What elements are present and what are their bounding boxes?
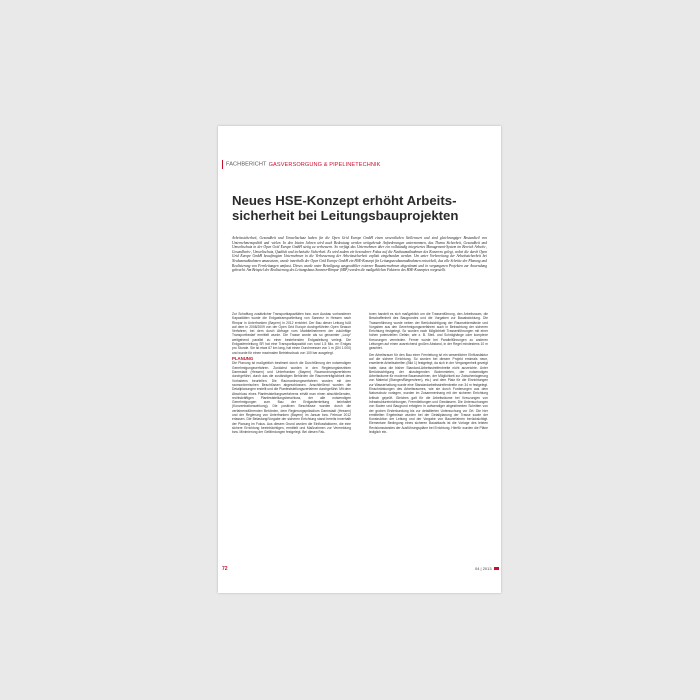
section-header — [218, 160, 501, 170]
header-category: FACHBERICHT — [226, 161, 267, 168]
article-title: Neues HSE-Konzept erhöht Arbeitssicherheit bei Leitungsbauprojekten — [232, 193, 459, 223]
left-body-paragraph: Die Planung ist maßgeblich bestimmt durch die Durchführung der notwendigen Genehmigungsverfahren. Zunächst wurden in den Regierungsbezirken Darmstadt (Hessen) und Unterfranken (Bayern) Raumordnungsverfahren durchgeführt, durch das die zuständigen Behörden die Raumverträglichkeit des Vorhabens beurteilen. Die Raumordnungsverfahren wurden mit den raumordnerischen Beschlüssen abgeschlossen. Anschließend wurden die Detailplanungen erstellt und die Planfeststellungsverfahren durchgeführt. Mit dem Abschluss eines Planfeststellungsverfahrens erhält man einen abschließenden, rechtskräftigen Planfeststellungsbeschluss, der alle notwendigen Genehmigungen zum Bau der Erdgasfernleitung beinhaltet (Konzentrationswirkung). Die positiven Beschlüsse wurden durch die verfahrensführenden Behörden, dem Regierungspräsidium Darmstadt (Hessen) und der Regierung von Unterfranken (Bayern) im Januar bzw. Februar 2012 erlassen. Die Belastung/Vorgabe der sicheren Errichtung stand bereits innerhalb der Planung im Fokus. Aus diesem Grund wurden die Einflussfaktoren, die eine sichere Errichtung beeinträchtigen, ermittelt und Maßnahmen zur Vermeidung bzw. Minimierung der Gefährdungen festgelegt. Bei diesen Fak- — [232, 361, 351, 435]
publisher-logo-icon — [494, 567, 499, 570]
right-paragraph-2: Der Arbeitsraum für den Bau einer Fernleitung ist ein wesentlicher Einflussfaktor auf die sichere Errichtung. So wurden bei diesem Projekt erstmals neue, erweiterte Arbeitsstreifen (Bild 1) festgelegt, da sich in der Vergangenheit gezeigt hatte, dass die bisher Standard-Arbeitsstreifenbreite nicht ausreichte. Unter Berücksichtigung der abzulegenden Bodenmieten, der notwendigen Arbeitsräume für moderne Baumaschinen, der Möglichkeit zur Zwischenlagerung von Material (Stangen/Biegerohren), etc.) und dem Platz für die Einrichtungen zur Wasserhaltung wurde eine Standardarbeitsstreifenbreite von 34 m festgelegt. Einschränkungen des Arbeitsraumes, wie sie durch Forderungen aus dem Naturschutz vorlagen, wurden im Zusammenhang mit der sicheren Errichtung kritisch geprüft. Gleiches galt für die Arbeitsräume bei Kreuzungen von Infrastruktureinrichtungen, Fremdleitungen und Gewässern. Die Untersuchungen von Boden und Baugrund erfolgten in aufwendiger abgestimmten Schritten von der groben Ersterkundung bis zur detaillierten Untersuchung vor Ort. Die hier ermittelten Ergebnisse wurden bei der Detailplanung der Trasse sowie der Konstruktion der Leitung und der Vorgabe von Bauverfahren berücksichtigt. Elementare Bedingung eines sicheren Bauablaufs ist die Vorlage des letzten Revisionsstandes der Ausführungspläne bei Errichtung. Hierfür wurden die Pläne lediglich ein- — [369, 352, 488, 435]
right-column — [369, 312, 488, 434]
issue-footer — [475, 566, 499, 571]
section-heading-planung: PLANUNG — [232, 356, 254, 362]
header-topic: GASVERSORGUNG & PIPELINETECHNIK — [268, 161, 381, 168]
left-column — [232, 312, 351, 435]
page-number: 72 — [222, 566, 228, 572]
article-lead: Arbeitssicherheit, Gesundheit und Umweltschutz haben für die Open Grid Europe GmbH einen wesentlichen Stellenwert und sind gleichrangiger Bestandteil von Unternehmenspolitik und -zielen. In den letzten Jahren wird auch Bedeutung werden weitgehende Anforderungen unternommen, das Thema Sicherheit, Gesundheit und Umweltschutz in der Open Grid Europe GmbH stetig zu verbessern. So verfügt das Unternehmen über ein vollständig integriertes Management-System im Bereich Arbeits-, Gesundheits-, Umweltschutz, Qualität und technische Sicherheit. Es wird zudem ein besonderer Fokus auf die Neubaumaßnahmen des Konzerns gelegt, wobei die durch Open Grid Europe GmbH beauftragten Unternehmen in die Verbesserung der Arbeitssicherheit explizit eingebunden werden. Um unter Vorbereitung der Arbeitssicherheit bei Neubaumaßnahmen umzusetzen, wurde innerhalb der Open Grid Europe GmbH ein HSE-Konzept für Leitungsneubaumaßnahmen entwickelt, das alle Schritte der Planung und Realisierung von Fernleitungen umfasst. Dieses wurde unter Beteiligung ausgewählter externer Bauunternehmen abgestimmt und in vergangenen Projekten zur Anwendung gebracht. Am Beispiel der Realisierung des Leitungsbaus Sannerz-Rimpar (SRP) werden die maßgeblichen Faktoren des HSE-Konzeptes vorgestellt. — [232, 236, 487, 273]
right-paragraph-1: toren handelt es sich maßgeblich um die Trassenführung, den Arbeitsraum, die Beschaffenheit des Baugrundes und die Vorgaben zur Bauabwicklung. Die Trassenführung wurde neben der Berücksichtigung der Raumwiderstände und Vorgaben aus den Genehmigungsverfahren auch in Betrachtung der sicheren Errichtung festgelegt. So wurden nach Möglichkeit Trassenführungen mit einer hohen potenziellen Gefahr, wie z. B. Steil- und Schräghänge oder komplexe Kreuzungen vermieden. Ferner wurde bei Parallelführungen zu anderen Leitungen auf einen ausreichend großen Abstand, in der Regel mindestens 10 m geachtet. — [369, 312, 488, 351]
issue-label: 04 | 2013 — [475, 566, 492, 571]
left-intro-paragraph: Zur Schaffung zusätzlicher Transportkapazitäten bzw. zum Ausbau vorhandener Kapazitäten wurde die Erdgastransportleitung von Sannerz in Hessen nach Rimpar in Unterfranken (Bayern) in 2012 errichtet. Der Bau dieser Leitung fußt auf dem in 2008/2009 von der Open Grid Europe durchgeführten Open Season Verfahren, bei dem durch Abfrage vom Marktteilnehmern der zukünftige Transportbedarf ermittelt wurde. Die Trasse wurde als so genannter „Loop“ weitgehend parallel zu einer bestehenden Erdgasleitung verlegt. Die Erdgasfernleitung SR hat eine Transportkapazität von rund 1,5 Mio. m³ Erdgas pro Stunde. Sie ist etwa 67 km lang, hat einen Durchmesser von 1 m (DN 1.000) und wurde für einen maximalen Betriebsdruck von 100 bar ausgelegt. — [232, 312, 351, 355]
header-accent-bar — [222, 160, 223, 169]
